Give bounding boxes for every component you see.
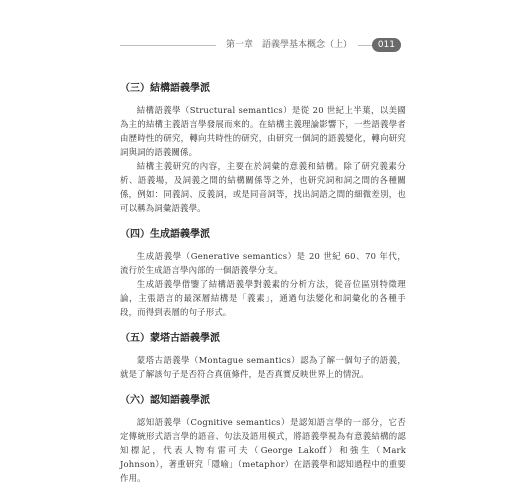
section-montague-semantics [120, 332, 406, 381]
page-header [0, 38, 520, 54]
section-heading: （五）蒙塔古語義學派 [120, 333, 220, 344]
running-title: 第一章 語義學基本概念（上） [216, 38, 358, 52]
section-heading: （四）生成語義學派 [120, 229, 210, 240]
paragraph: 蒙塔古語義學（Montague semantics）認為了解一個句子的語義，就是了解該句子是否符合真值條件，是否真實反映世界上的情況。 [120, 355, 406, 379]
paragraph: 結構主義研究的內容，主要在於詞彙的意義和結構。除了研究義素分析、語義場，及詞義之間的結構關係等之外，也研究詞和詞之間的各種關係，例如：同義詞、反義詞，或是同音詞等，找出詞語之間的細微差別，也可以稱為詞彙語義學。 [120, 161, 406, 213]
section-heading: （六）認知語義學派 [120, 395, 210, 406]
paragraph: 生成語義學借鑒了結構語義學對義素的分析方法，從音位區別特徵理論，主張語言的最深層結構是「義素」，通過句法變化和詞彙化的各種手段，而得到表層的句子形式。 [120, 279, 406, 317]
section-cognitive-semantics [120, 394, 406, 485]
page-body [120, 82, 406, 485]
section-generative-semantics [120, 228, 406, 319]
page-number-badge: 011 [372, 38, 401, 52]
section-structural-semantics [120, 82, 406, 215]
paragraph: 認知語義學（Cognitive semantics）是認知語言學的一部分，它否定傳統形式語言學的語音、句法及語用模式，將語義學視為有意義結構的認知標記，代表人物有雷可夫（George Lakoff）和強生（Mark Johnson），著重研究「隱喻」（metaphor）在語義學和認知過程中的重要作用。 [120, 417, 406, 483]
section-heading: （三）結構語義學派 [120, 83, 210, 94]
paragraph: 結構語義學（Structural semantics）是從 20 世紀上半葉，以美國為主的結構主義語言學發展而來的。在結構主義理論影響下，一些語義學者由歷時性的研究，轉向共時性的研究，由研究一個詞的語義變化，轉向研究詞與詞的語義關係。 [120, 105, 406, 157]
paragraph: 生成語義學（Generative semantics）是 20 世紀 60、70 年代，流行於生成語言學內部的一個語義學分支。 [120, 251, 406, 275]
